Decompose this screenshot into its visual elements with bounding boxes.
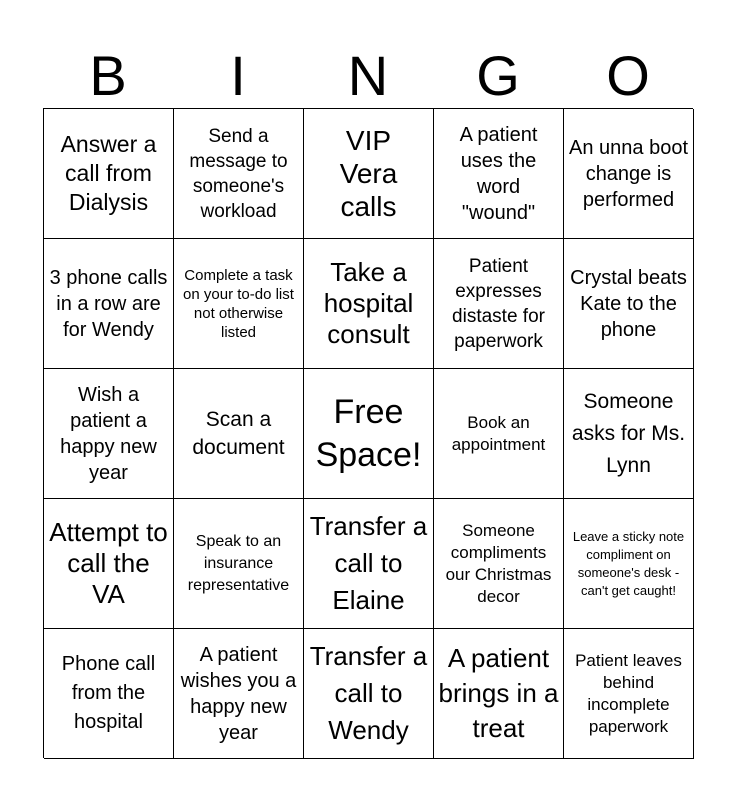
bingo-cell-r1-c3[interactable] — [304, 109, 434, 239]
bingo-cell-r5-c5[interactable] — [564, 629, 694, 759]
bingo-cell-r2-c2[interactable] — [174, 239, 304, 369]
bingo-cell-r5-c1[interactable] — [44, 629, 174, 759]
bingo-cell-r4-c5[interactable] — [564, 499, 694, 629]
free-space: Free Space! — [315, 392, 422, 474]
cell-text: Scan a document — [192, 407, 285, 459]
cell-text: Leave a sticky note compliment on someone's desk - can't get caught! — [572, 528, 685, 598]
bingo-cell-r4-c2[interactable] — [174, 499, 304, 629]
bingo-cell-r5-c2[interactable] — [174, 629, 304, 759]
header-letter-b: B — [89, 44, 127, 107]
cell-text: A patient wishes you a happy new year — [180, 643, 297, 744]
bingo-cell-r4-c3[interactable] — [304, 499, 434, 629]
cell-text: Wish a patient a happy new year — [60, 383, 157, 484]
cell-text: Complete a task on your to-do list not otherwise listed — [183, 266, 294, 341]
header-letter-g: G — [476, 44, 520, 107]
cell-text: Speak to an insurance representative — [187, 532, 290, 594]
cell-text: Phone call from the hospital — [61, 653, 156, 733]
cell-text: Patient leaves behind incomplete paperwork — [575, 650, 682, 736]
cell-text: Take a hospital consult — [323, 257, 414, 349]
bingo-cell-r3-c2[interactable] — [174, 369, 304, 499]
bingo-cell-r5-c3[interactable] — [304, 629, 434, 759]
bingo-cell-r1-c4[interactable] — [434, 109, 564, 239]
bingo-cell-r1-c5[interactable] — [564, 109, 694, 239]
cell-text: Attempt to call the VA — [49, 517, 168, 609]
header-letter-n: N — [347, 44, 389, 107]
header-letter-o: O — [606, 44, 650, 107]
bingo-cell-r3-c3[interactable] — [304, 369, 434, 499]
bingo-cell-r1-c2[interactable] — [174, 109, 304, 239]
bingo-cell-r2-c3[interactable] — [304, 239, 434, 369]
cell-text: 3 phone calls in a row are for Wendy — [49, 266, 168, 341]
cell-text: Someone asks for Ms. Lynn — [571, 389, 686, 477]
cell-text: Crystal beats Kate to the phone — [570, 266, 687, 341]
bingo-cell-r3-c4[interactable] — [434, 369, 564, 499]
bingo-cell-r2-c5[interactable] — [564, 239, 694, 369]
bingo-cell-r3-c5[interactable] — [564, 369, 694, 499]
cell-text: An unna boot change is performed — [569, 136, 688, 211]
bingo-cell-r1-c1[interactable] — [44, 109, 174, 239]
bingo-board — [43, 108, 693, 758]
cell-text: A patient brings in a treat — [438, 643, 559, 743]
cell-text: Transfer a call to Elaine — [309, 511, 428, 615]
bingo-header — [43, 44, 693, 108]
bingo-cell-r4-c1[interactable] — [44, 499, 174, 629]
cell-text: A patient uses the word "wound" — [459, 123, 538, 224]
bingo-cell-r4-c4[interactable] — [434, 499, 564, 629]
cell-text: Transfer a call to Wendy — [309, 641, 428, 745]
header-letter-i: I — [230, 44, 246, 107]
cell-text: Book an appointment — [451, 412, 546, 454]
bingo-cell-r5-c4[interactable] — [434, 629, 564, 759]
bingo-cell-r2-c1[interactable] — [44, 239, 174, 369]
bingo-cell-r2-c4[interactable] — [434, 239, 564, 369]
bingo-cell-r3-c1[interactable] — [44, 369, 174, 499]
cell-text: Patient expresses distaste for paperwork — [452, 255, 545, 352]
cell-text: Answer a call from Dialysis — [60, 131, 157, 215]
cell-text: VIP Vera calls — [339, 125, 398, 222]
cell-text: Send a message to someone's workload — [189, 125, 288, 222]
cell-text: Someone compliments our Christmas decor — [445, 520, 552, 606]
